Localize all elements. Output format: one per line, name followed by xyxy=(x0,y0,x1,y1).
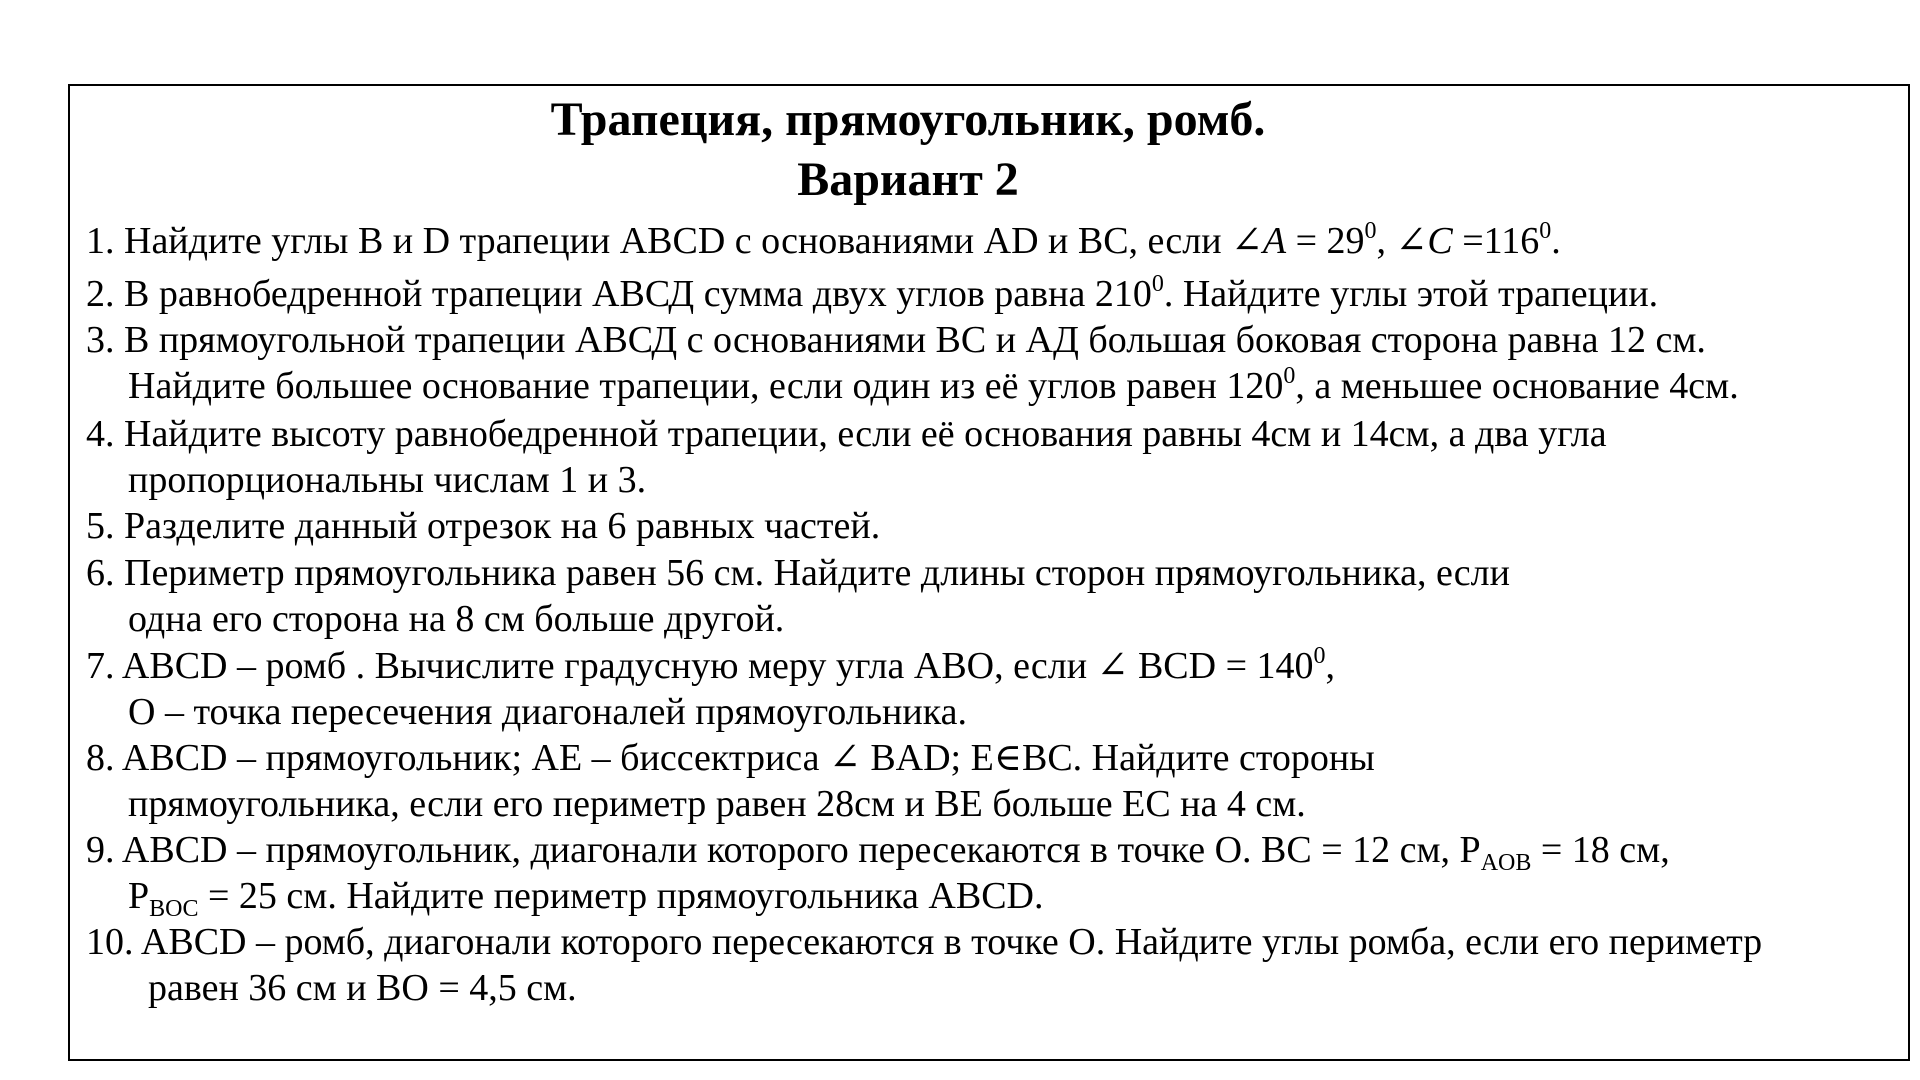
task-9-text-2b: = 25 см. Найдите периметр прямоугольника ABCD. xyxy=(198,875,1044,917)
degree-mark: 0 xyxy=(1539,218,1552,244)
degree-mark: 0 xyxy=(1313,643,1326,669)
task-8-text-1b: BAD; E xyxy=(860,737,994,779)
task-8-text-1a: ABCD – прямоугольник; AE – биссектриса xyxy=(121,737,829,779)
task-3-line-1 xyxy=(86,318,1706,362)
task-3-text-2a: Найдите большее основание трапеции, если один из её углов равен 120 xyxy=(128,365,1284,407)
variant-label: Вариант 2 xyxy=(797,153,1019,206)
task-7-text-1c: , xyxy=(1325,645,1336,687)
task-8-line-2 xyxy=(128,782,1306,826)
task-number: 3. xyxy=(86,319,115,361)
subscript-boc: BOC xyxy=(149,896,199,922)
task-number: 1. xyxy=(86,220,115,262)
task-number: 4. xyxy=(86,413,115,455)
task-number: 2. xyxy=(86,273,115,315)
task-10-text-1: ABCD – ромб, диагонали которого пересекаются в точке O. Найдите углы ромба, если его периметр xyxy=(140,921,1763,963)
subscript-aob: AOB xyxy=(1480,850,1532,876)
task-9-line-2 xyxy=(128,874,1044,922)
task-number: 8. xyxy=(86,737,115,779)
task-1-end: . xyxy=(1551,220,1561,262)
task-3-text-1: В прямоугольной трапеции АВСД с основаниями ВС и АД большая боковая сторона равна 12 см. xyxy=(124,319,1706,361)
task-2-text: В равнобедренной трапеции АВСД сумма двух углов равна 210 xyxy=(124,273,1152,315)
task-8-text-2: прямоугольника, если его периметр равен 28см и BE больше EC на 4 см. xyxy=(128,783,1306,825)
task-3-text-2b: , а меньшее основание 4см. xyxy=(1295,365,1739,407)
task-7-text-1b: BCD = 140 xyxy=(1128,645,1314,687)
task-4-text-1: Найдите высоту равнобедренной трапеции, если её основания равны 4см и 14см, а два угла xyxy=(124,413,1607,455)
task-1-text: Найдите углы B и D трапеции ABCD с основаниями AD и BC, если xyxy=(124,220,1232,262)
task-4-line-2 xyxy=(128,458,646,502)
task-9-text-1b: = 18 см, xyxy=(1531,829,1670,871)
degree-mark: 0 xyxy=(1151,271,1164,297)
task-10-line-2 xyxy=(148,966,577,1010)
task-9-text-1a: ABCD – прямоугольник, диагонали которого пересекаются в точке O. BC = 12 см, P xyxy=(121,829,1481,871)
task-10-line-1 xyxy=(86,920,1762,964)
task-9-line-1 xyxy=(86,828,1670,876)
angle-symbol: ∠ xyxy=(1096,645,1129,687)
task-4-line-1 xyxy=(86,412,1607,456)
angle-c-value: =116 xyxy=(1452,220,1540,262)
angle-symbol: ∠ xyxy=(828,737,861,779)
task-3-line-2 xyxy=(128,364,1739,408)
task-number: 6. xyxy=(86,552,115,594)
task-7-line-2 xyxy=(128,690,967,734)
task-7-line-1 xyxy=(86,644,1335,688)
task-6-text-1: Периметр прямоугольника равен 56 см. Найдите длины сторон прямоугольника, если xyxy=(124,552,1510,594)
task-number: 9. xyxy=(86,829,115,871)
angle-a-symbol: ∠A xyxy=(1231,220,1287,262)
separator: , xyxy=(1376,220,1396,262)
degree-mark: 0 xyxy=(1283,363,1296,389)
task-5-line-1 xyxy=(86,504,880,548)
angle-c-symbol: ∠C xyxy=(1395,220,1453,262)
task-10-text-2: равен 36 см и BO = 4,5 см. xyxy=(148,967,577,1009)
task-number: 10. xyxy=(86,921,134,963)
task-8-line-1 xyxy=(86,736,1375,780)
task-9-text-2a: P xyxy=(128,875,150,917)
task-2-line-1 xyxy=(86,272,1658,316)
task-number: 5. xyxy=(86,505,115,547)
task-8-text-1c: BC. Найдите стороны xyxy=(1021,737,1375,779)
task-6-line-1 xyxy=(86,551,1510,595)
task-6-line-2 xyxy=(128,597,784,641)
element-of-symbol: ∈ xyxy=(993,737,1022,779)
angle-a-value: = 29 xyxy=(1286,220,1365,262)
task-5-text: Разделите данный отрезок на 6 равных частей. xyxy=(124,505,881,547)
task-7-text-2: О – точка пересечения диагоналей прямоугольника. xyxy=(128,691,967,733)
task-2-end: . Найдите углы этой трапеции. xyxy=(1163,273,1659,315)
task-6-text-2: одна его сторона на 8 см больше другой. xyxy=(128,598,785,640)
task-number: 7. xyxy=(86,645,115,687)
degree-mark: 0 xyxy=(1364,218,1377,244)
task-4-text-2: пропорциональны числам 1 и 3. xyxy=(128,459,647,501)
task-1-line-1 xyxy=(86,219,1561,263)
task-7-text-1a: ABCD – ромб . Вычислите градусную меру угла АВО, если xyxy=(121,645,1097,687)
worksheet-title: Трапеция, прямоугольник, ромб. xyxy=(550,93,1266,146)
